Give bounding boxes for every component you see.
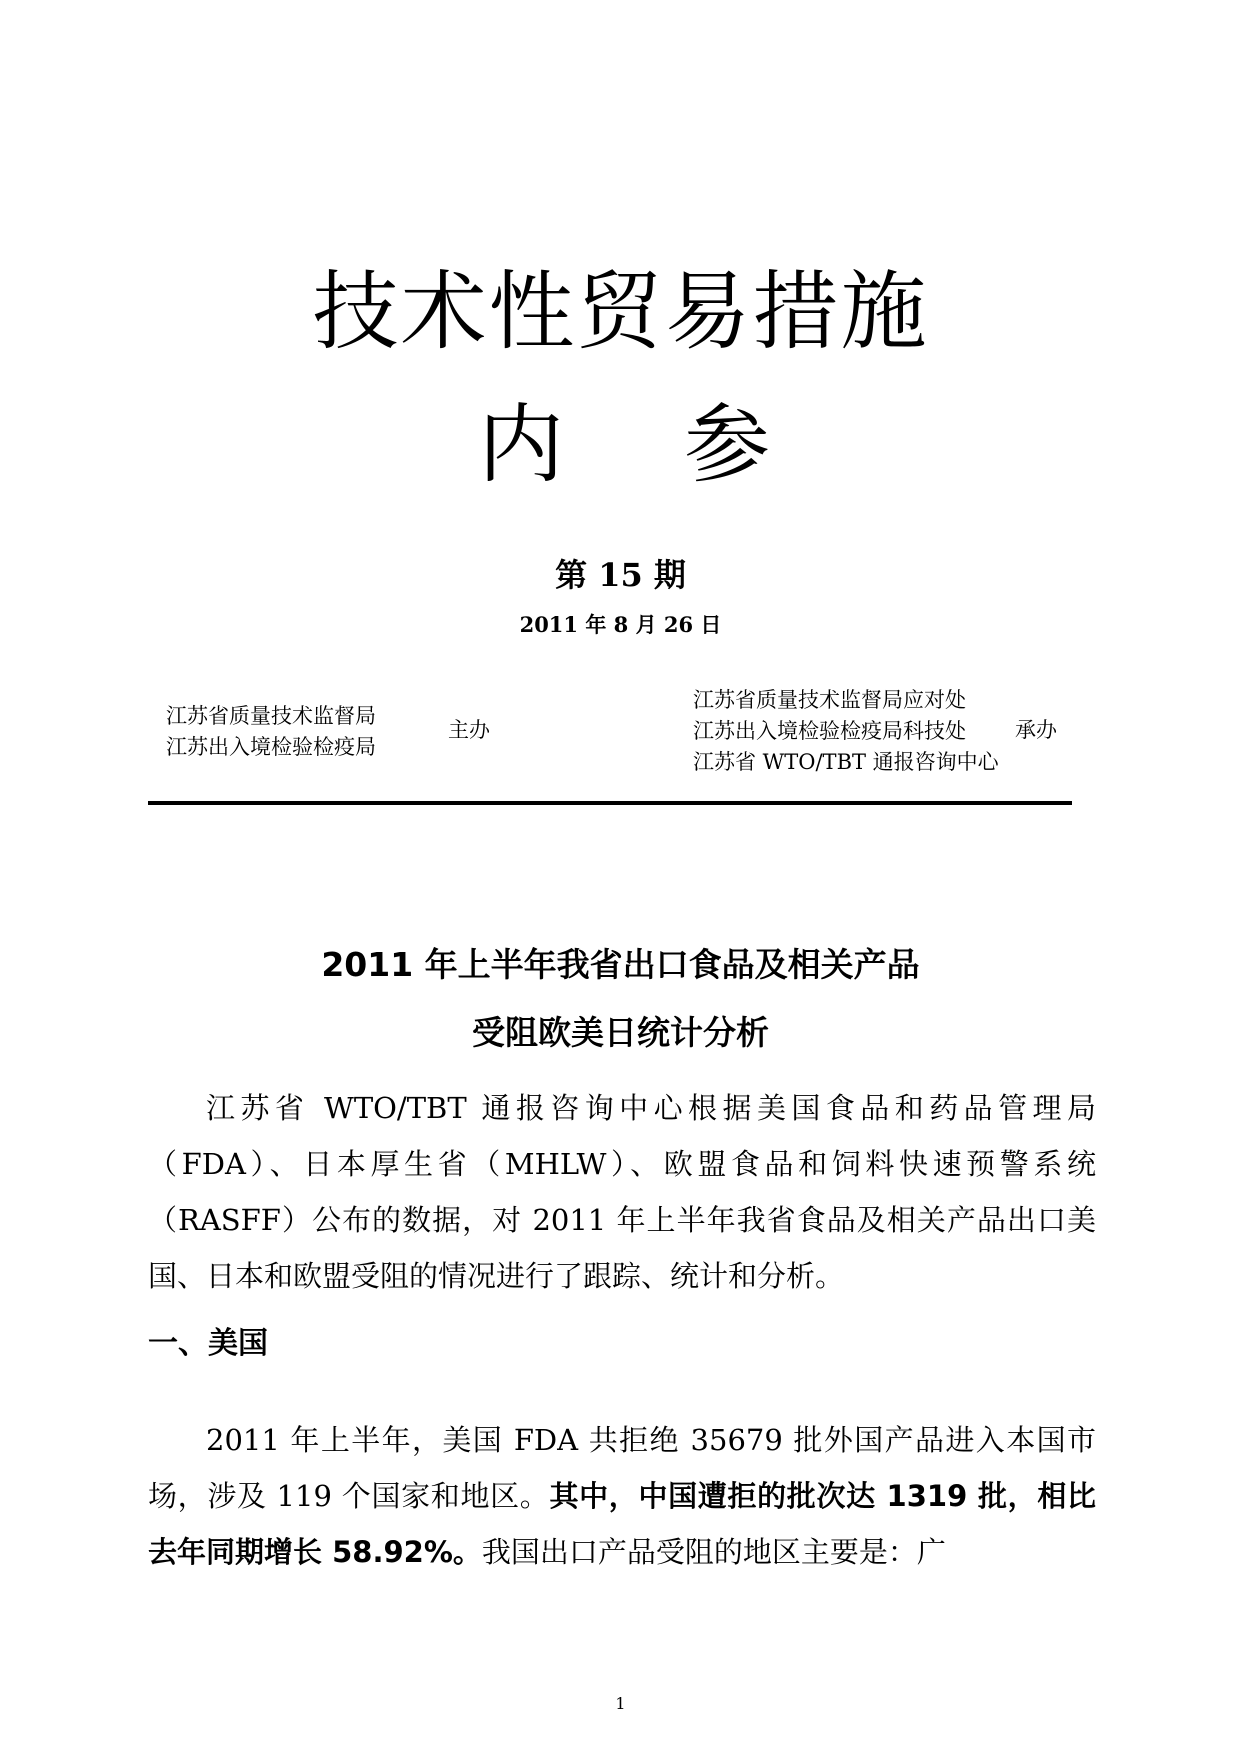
section-heading-usa: 一、美国 bbox=[148, 1326, 268, 1361]
organizer-role-label: 承办 bbox=[1015, 718, 1057, 742]
organizer-org: 江苏出入境检验检疫局科技处 bbox=[693, 719, 966, 743]
document-title: 技术性贸易措施 bbox=[312, 262, 929, 362]
issue-date: 2011 年 8 月 26 日 bbox=[519, 612, 722, 637]
subtitle-char-nei: 内 bbox=[478, 395, 564, 495]
article-title-line-1: 2011 年上半年我省出口食品及相关产品 bbox=[321, 945, 920, 984]
intro-paragraph: 江苏省 WTO/TBT 通报咨询中心根据美国食品和药品管理局（FDA）、日本厚生省（MHLW）、欧盟食品和饲料快速预警系统（RASFF）公布的数据，对 2011 年上半年我省食品及相关产品出口美国、日本和欧盟受阻的情况进行了跟踪、统计和分析。 bbox=[148, 1091, 1096, 1293]
usa-paragraph bbox=[148, 1412, 1096, 1580]
subtitle-char-can: 参 bbox=[684, 395, 770, 495]
sponsor-orgs bbox=[166, 701, 376, 763]
usa-paragraph-text: 2011 年上半年，美国 FDA 共拒绝 35679 批外国产品进入本国市场，涉及 119 个国家和地区。 bbox=[148, 1423, 1096, 1513]
organizer-orgs bbox=[693, 685, 999, 778]
issue-number: 第 15 期 bbox=[555, 556, 686, 594]
organizer-org: 江苏省 WTO/TBT 通报咨询中心 bbox=[693, 750, 999, 774]
organizer-org: 江苏省质量技术监督局应对处 bbox=[693, 688, 966, 712]
header-divider bbox=[148, 801, 1072, 805]
usa-paragraph-highlight: 其中，中国遭拒的批次达 1319 批，相比去年同期增长 58.92%。 bbox=[148, 1479, 1097, 1569]
sponsor-org: 江苏省质量技术监督局 bbox=[166, 704, 376, 728]
usa-paragraph-text-cont: 我国出口产品受阻的地区主要是：广 bbox=[481, 1535, 946, 1569]
article-title-line-2: 受阻欧美日统计分析 bbox=[472, 1013, 769, 1052]
sponsor-org: 江苏出入境检验检疫局 bbox=[166, 735, 376, 759]
sponsor-role-label: 主办 bbox=[448, 718, 490, 742]
page-number: 1 bbox=[615, 1694, 626, 1713]
